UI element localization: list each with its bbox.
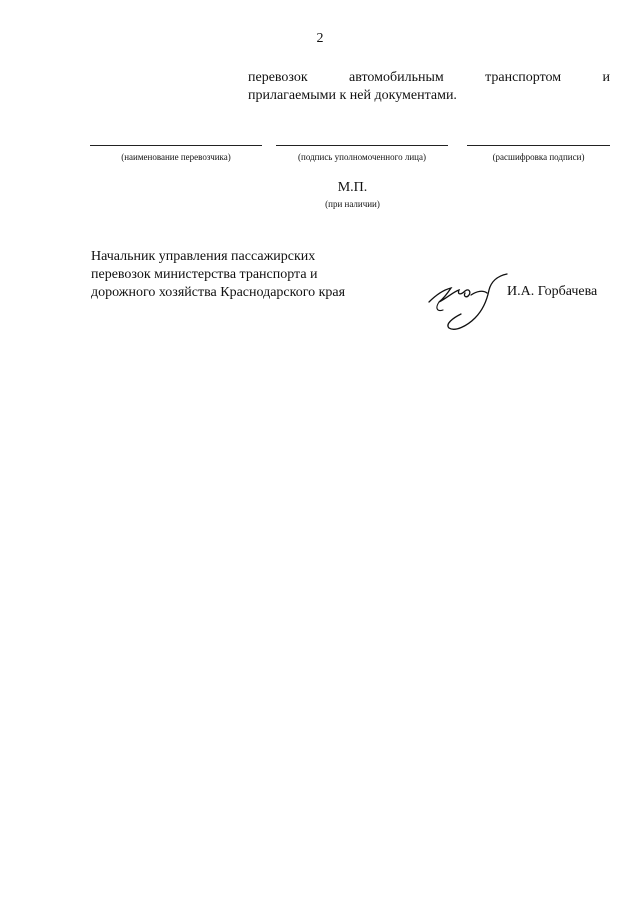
carrier-name-field bbox=[90, 145, 262, 162]
position-line: перевозок министерства транспорта и bbox=[91, 267, 318, 282]
position-line: Начальник управления пассажирских bbox=[91, 249, 316, 264]
page-number: 2 bbox=[316, 31, 324, 46]
blank-line bbox=[467, 145, 610, 146]
handwritten-signature bbox=[425, 268, 517, 340]
continuation-text bbox=[248, 69, 610, 105]
stamp-label: М.П. bbox=[337, 180, 368, 195]
field-caption: (расшифровка подписи) bbox=[492, 152, 585, 162]
word: транспортом bbox=[485, 70, 562, 85]
position-line: дорожного хозяйства Краснодарского края bbox=[91, 285, 346, 300]
signature-transcript-field bbox=[467, 145, 610, 162]
word: перевозок bbox=[248, 70, 308, 85]
continuation-line-2: прилагаемыми к ней документами. bbox=[248, 88, 457, 103]
continuation-line-1 bbox=[248, 69, 610, 87]
field-caption: (подпись уполномоченного лица) bbox=[298, 152, 426, 162]
authorized-signature-field bbox=[276, 145, 448, 162]
blank-line bbox=[90, 145, 262, 146]
blank-line bbox=[276, 145, 448, 146]
field-caption: (наименование перевозчика) bbox=[121, 152, 231, 162]
word: и bbox=[602, 70, 610, 85]
signer-name: И.А. Горбачева bbox=[507, 284, 598, 299]
word: автомобильным bbox=[349, 70, 444, 85]
stamp-note: (при наличии) bbox=[325, 199, 380, 209]
official-position bbox=[91, 248, 345, 302]
